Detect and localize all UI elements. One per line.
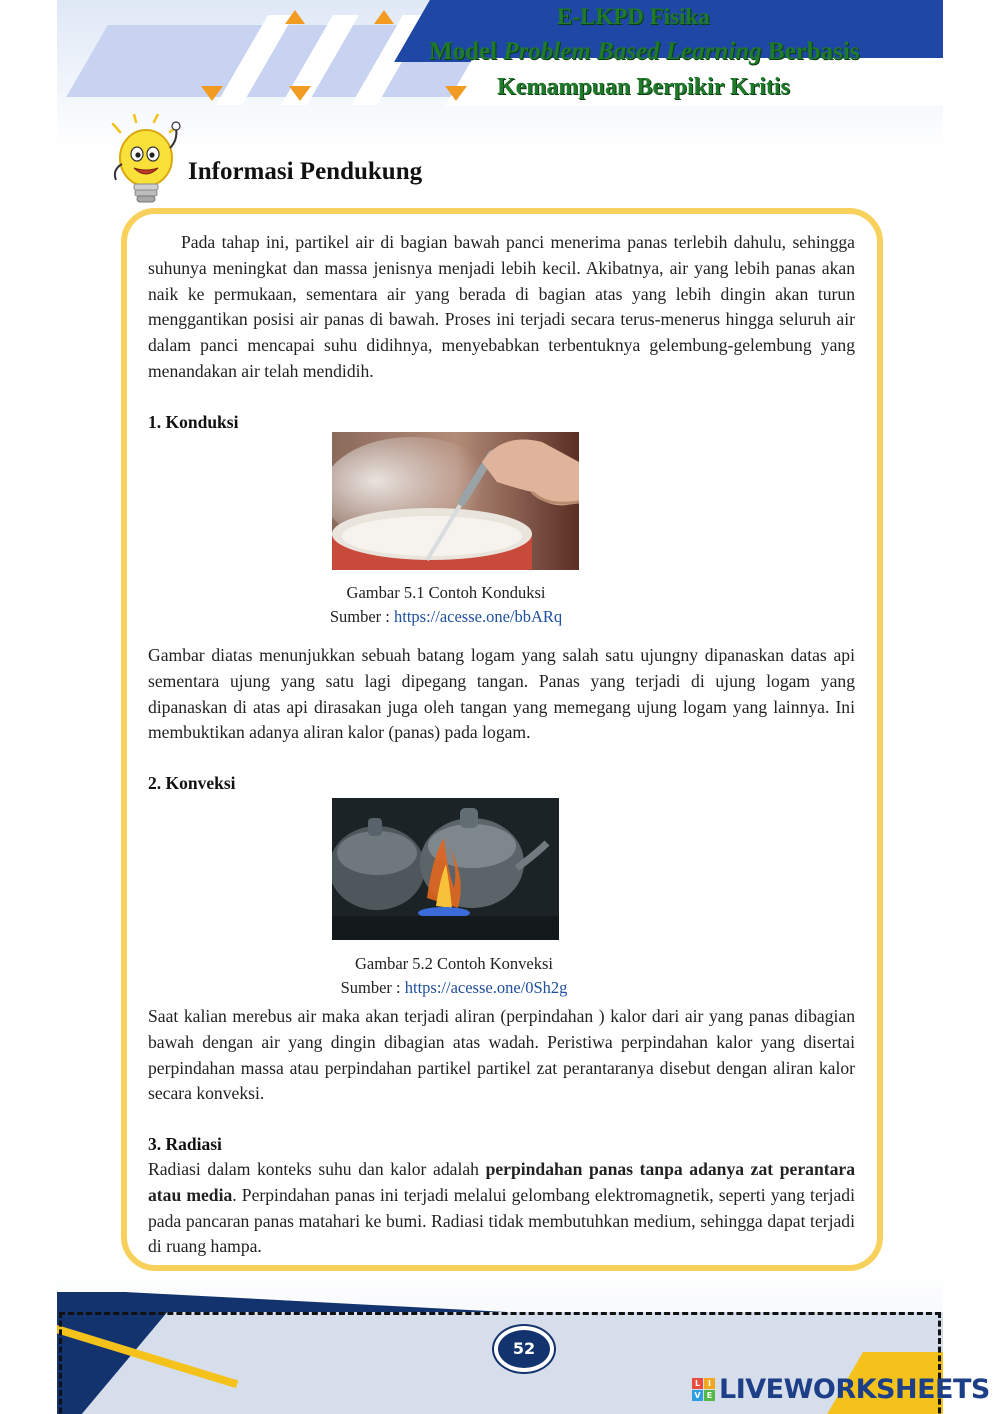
triangle-decoration	[289, 86, 311, 101]
konveksi-source: Sumber : https://acesse.one/0Sh2g	[340, 978, 568, 997]
konveksi-paragraph: Saat kalian merebus air maka akan terjadi aliran (perpindahan ) kalor dari air yang panas dibagian bawah dengan air yang dingin dibagian atas wadah. Peristiwa perpindahan kalor yang disertai perpindahan massa atau perpindahan partikel partikel zat perantaranya disebut dengan aliran kalor secara konveksi.	[148, 1006, 855, 1104]
header-title-line3: Kemampuan Berpikir Kritis	[497, 74, 790, 100]
radiasi-paragraph: Radiasi dalam konteks suhu dan kalor adalah perpindahan panas tanpa adanya zat perantara atau media. Perpindahan panas ini terjadi melalui gelombang elektromagnetik, seperti yang terjadi pada pancaran panas matahari ke bumi. Radiasi tidak membutuhkan medium, sehingga dapat terjadi di ruang hampa.	[148, 1159, 855, 1257]
konveksi-source-link[interactable]: https://acesse.one/0Sh2g	[404, 978, 568, 997]
konduksi-caption-title: Gambar 5.1 Contoh Konduksi	[346, 583, 546, 602]
triangle-decoration	[201, 86, 223, 101]
page-number: 52	[494, 1326, 554, 1372]
konduksi-source: Sumber : https://acesse.one/bbARq	[329, 607, 563, 626]
konveksi-caption	[154, 952, 754, 1000]
liveworksheets-logo[interactable]	[692, 1374, 990, 1404]
konveksi-heading: 2. Konveksi	[148, 773, 236, 793]
liveworksheets-logo-icon: L I V E	[692, 1378, 715, 1401]
section-title: Informasi Pendukung	[188, 158, 423, 185]
konduksi-heading: 1. Konduksi	[148, 412, 239, 432]
konduksi-source-link[interactable]: https://acesse.one/bbARq	[393, 607, 563, 626]
konduksi-caption	[146, 581, 746, 629]
triangle-decoration	[285, 10, 305, 24]
konduksi-paragraph: Gambar diatas menunjukkan sebuah batang logam yang salah satu ujungny dipanaskan datas api sementara ujung yang satu lagi dipegang tangan. Panas yang terjadi di ujung logam yang dipanaskan di atas api dirasakan juga oleh tangan yang memegang ujung logam yang lainnya. Ini membuktikan adanya aliran kalor (panas) pada logam.	[148, 645, 855, 743]
konveksi-photo	[332, 798, 559, 940]
triangle-decoration	[374, 10, 394, 24]
liveworksheets-logo-text: LIVEWORKSHEETS	[719, 1373, 990, 1405]
header-title-line2: Model Problem Based Learning Berbasis	[429, 38, 860, 65]
konveksi-caption-title: Gambar 5.2 Contoh Konveksi	[355, 954, 553, 973]
page-header	[57, 0, 943, 120]
header-title-line1: E-LKPD Fisika	[557, 4, 710, 29]
radiasi-emphasis: perpindahan panas tanpa adanya zat perantara atau media	[148, 1159, 855, 1205]
triangle-decoration	[445, 86, 467, 101]
radiasi-heading: 3. Radiasi	[148, 1134, 222, 1154]
lightbulb-mascot-icon	[108, 114, 188, 210]
intro-paragraph: Pada tahap ini, partikel air di bagian bawah panci menerima panas terlebih dahulu, sehingga suhunya meningkat dan massa jenisnya menjadi lebih kecil. Akibatnya, air yang lebih panas akan naik ke permukaan, sementara air yang berada di bagian atas yang lebih dingin akan turun menggantikan posisi air panas di bawah. Proses ini terjadi secara terus-menerus hingga seluruh air dalam panci mencapai suhu didihnya, menyebabkan terbentuknya gelembung-gelembung yang menandakan air telah mendidih.	[148, 232, 855, 381]
konduksi-photo	[332, 432, 579, 570]
